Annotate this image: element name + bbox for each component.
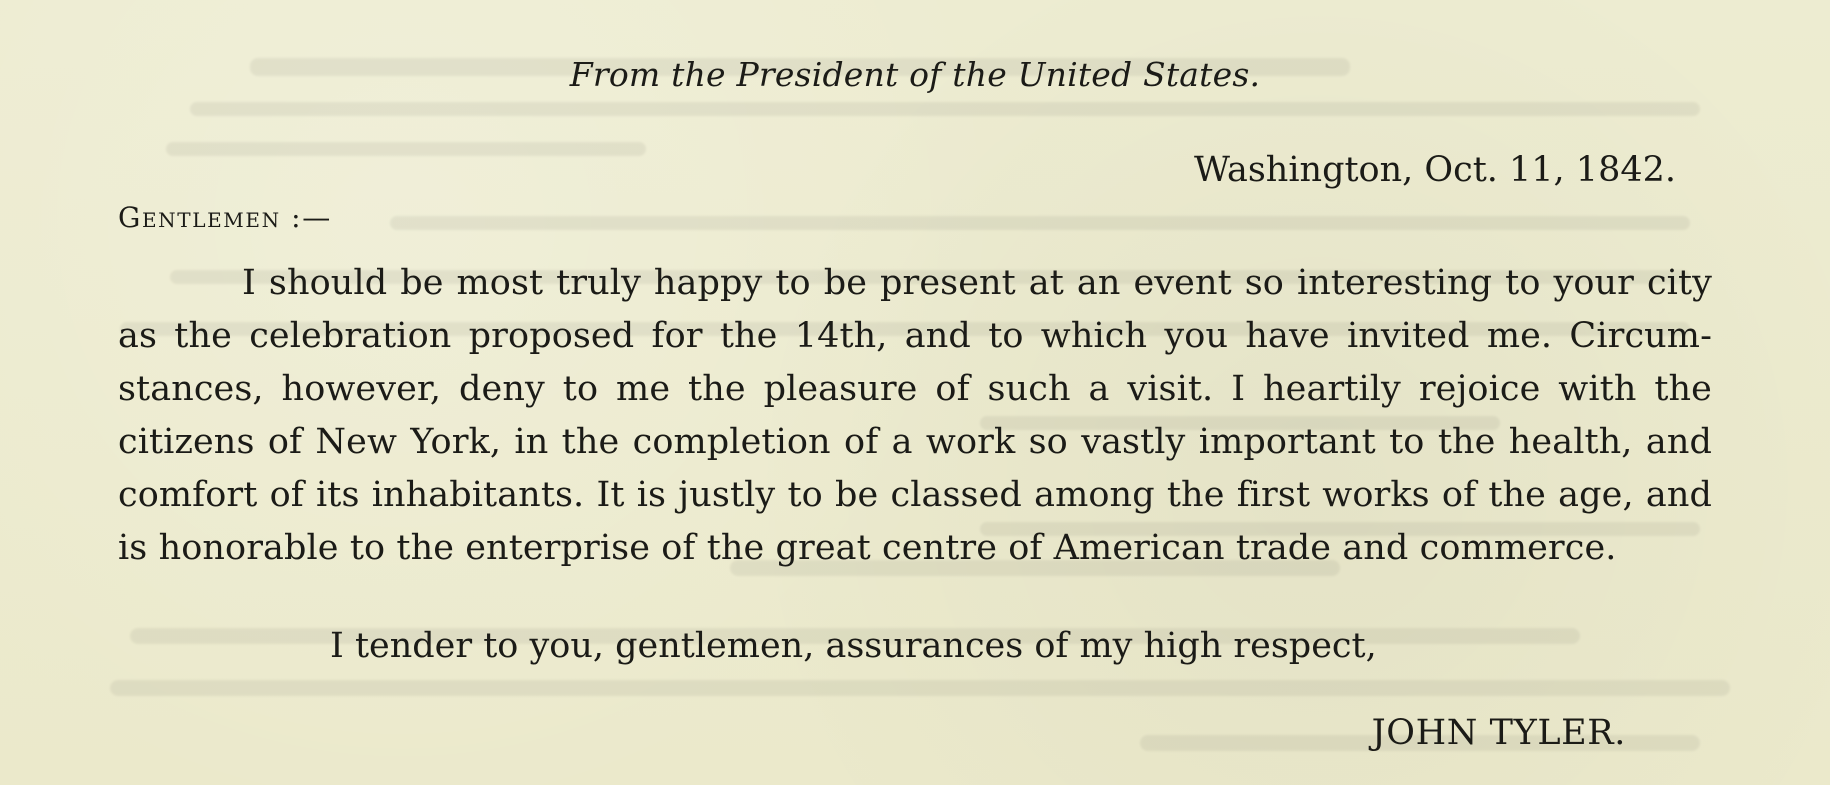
body-line-5: comfort of its inhabitants. It is justly to be classed among the first works of the age, and [118, 475, 1712, 515]
body-line-1: I should be most truly happy to be present at an event so interesting to your city [242, 263, 1712, 303]
dateline: Washington, Oct. 11, 1842. [1194, 150, 1676, 190]
salutation: Gentlemen :— [118, 201, 332, 234]
body-line-4: citizens of New York, in the completion of a work so vastly important to the health, and [118, 422, 1712, 462]
body-line-6: is honorable to the enterprise of the great centre of American trade and commerce. [118, 528, 1617, 568]
signature: JOHN TYLER. [1371, 713, 1626, 753]
closing-line: I tender to you, gentlemen, assurances of my high respect, [330, 626, 1377, 666]
letter-header: From the President of the United States. [569, 55, 1261, 94]
body-line-2: as the celebration proposed for the 14th, and to which you have invited me. Circum- [118, 316, 1712, 356]
body-line-3: stances, however, deny to me the pleasure of such a visit. I heartily rejoice with the [118, 369, 1712, 409]
